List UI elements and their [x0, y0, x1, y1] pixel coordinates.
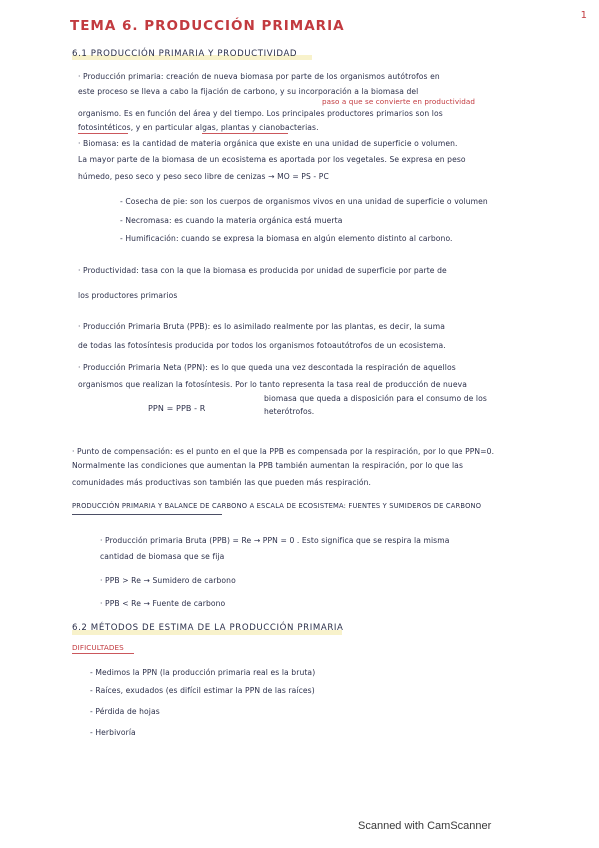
note-line: organismo. Es en función del área y del tiempo. Los principales productores primarios son los: [78, 109, 443, 118]
note-line: · Producción Primaria Bruta (PPB): es lo asimilado realmente por las plantas, es decir, la suma: [78, 322, 445, 331]
list-item: · PPB > Re → Sumidero de carbono: [100, 576, 236, 585]
note-line: biomasa que queda a disposición para el consumo de los: [264, 394, 487, 403]
note-line: los productores primarios: [78, 291, 178, 300]
note-line: · Punto de compensación: es el punto en el que la PPB es compensada por la respiración, por lo que PPN=0.: [72, 447, 495, 456]
section-title-6-2: 6.2 MÉTODOS DE ESTIMA DE LA PRODUCCIÓN PRIMARIA: [72, 623, 344, 633]
note-line: heterótrofos.: [264, 407, 315, 416]
note-annotation: paso a que se convierte en productividad: [322, 97, 476, 106]
note-line: este proceso se lleva a cabo la fijación de carbono, y su incorporación a la biomasa del: [78, 87, 419, 96]
list-item: - Pérdida de hojas: [90, 707, 160, 716]
note-line: La mayor parte de la biomasa de un ecosistema es aportada por los vegetales. Se expresa en peso: [78, 155, 466, 164]
section-title-6-1: 6.1 PRODUCCIÓN PRIMARIA Y PRODUCTIVIDAD: [72, 49, 298, 59]
list-item: - Necromasa: es cuando la materia orgánica está muerta: [120, 216, 343, 225]
list-item: cantidad de biomasa que se fija: [100, 552, 225, 561]
note-line: Normalmente las condiciones que aumentan la PPB también aumentan la respiración, por lo que las: [72, 461, 463, 470]
note-line: · Producción Primaria Neta (PPN): es lo que queda una vez descontada la respiración de aquellos: [78, 363, 456, 372]
note-line: comunidades más productivas son también las que pueden más respiración.: [72, 478, 372, 487]
underline: [72, 653, 134, 654]
note-line: húmedo, peso seco y peso seco libre de cenizas → MO = PS - PC: [78, 172, 329, 181]
note-line: · Biomasa: es la cantidad de materia orgánica que existe en una unidad de superficie o volumen.: [78, 139, 458, 148]
corner-mark: 1: [580, 10, 587, 21]
list-item: - Raíces, exudados (es difícil estimar la PPN de las raíces): [90, 686, 315, 695]
underline: [72, 514, 222, 515]
note-line: · Productividad: tasa con la que la biomasa es producida por unidad de superficie por parte de: [78, 266, 447, 275]
note-line: de todas las fotosíntesis producida por todos los organismos fotoautótrofos de un ecosistema.: [78, 341, 446, 350]
equation: PPN = PPB - R: [148, 404, 206, 413]
list-item: · PPB < Re → Fuente de carbono: [100, 599, 226, 608]
list-item: - Herbivoría: [90, 728, 136, 737]
underline: [202, 133, 288, 134]
underline: [78, 133, 128, 134]
list-item: · Producción primaria Bruta (PPB) = Re → PPN = 0 . Esto significa que se respira la misma: [100, 536, 450, 545]
list-item: - Medimos la PPN (la producción primaria real es la bruta): [90, 668, 316, 677]
note-line: organismos que realizan la fotosíntesis. Por lo tanto representa la tasa real de producción de nueva: [78, 380, 467, 389]
scanner-watermark: Scanned with CamScanner: [358, 820, 492, 832]
section-title-balance: PRODUCCIÓN PRIMARIA Y BALANCE DE CARBONO A ESCALA DE ECOSISTEMA: FUENTES Y SUMIDEROS DE CARBONO: [72, 502, 482, 510]
list-item: - Cosecha de pie: son los cuerpos de organismos vivos en una unidad de superficie o volumen: [120, 197, 488, 206]
page-title: TEMA 6. PRODUCCIÓN PRIMARIA: [70, 18, 345, 34]
subsection-title: DIFICULTADES: [72, 643, 124, 652]
note-line: fotosintéticos, y en particular algas, plantas y cianobacterias.: [78, 123, 319, 132]
list-item: - Humificación: cuando se expresa la biomasa en algún elemento distinto al carbono.: [120, 234, 453, 243]
note-line: · Producción primaria: creación de nueva biomasa por parte de los organismos autótrofos en: [78, 72, 440, 81]
